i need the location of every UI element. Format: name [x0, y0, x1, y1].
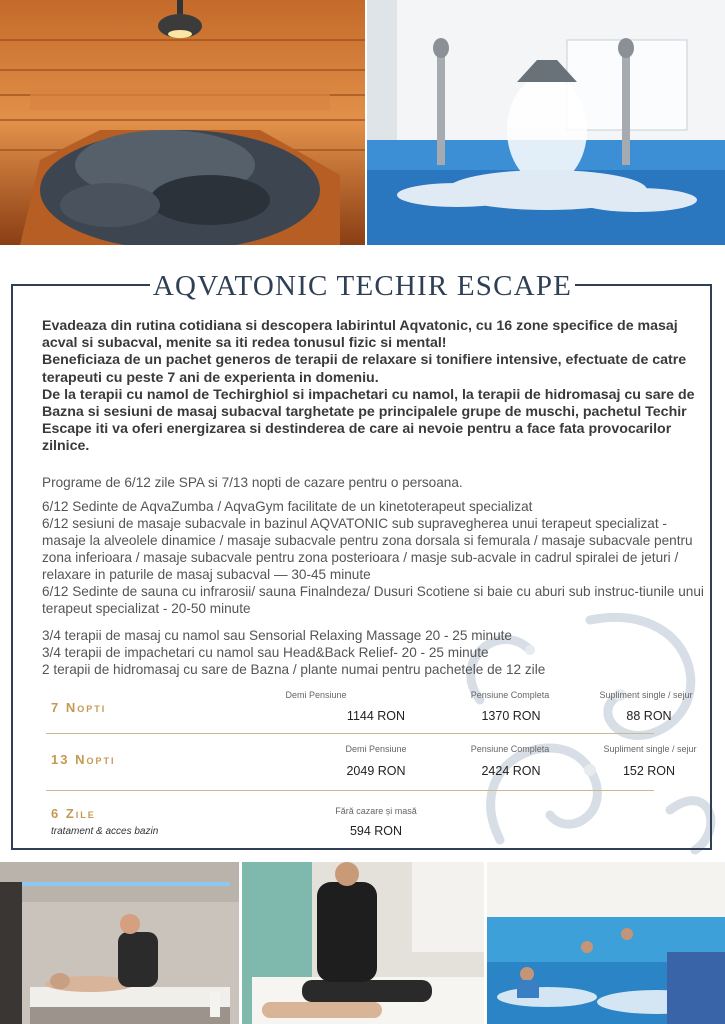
therapy-item: 3/4 terapii de masaj cu namol sau Sensorial Relaxing Massage 20 - 25 minute	[42, 628, 512, 643]
price-demi: 1144 RON	[346, 709, 406, 723]
price-demi: 2049 RON	[346, 764, 406, 778]
therapy-item: 2 terapii de hidromasaj cu sare de Bazna / plante numai pentru pachetele de 12 zile	[42, 662, 546, 677]
col-label-completa: Pensiune Completa	[470, 744, 550, 754]
price-completa: 2424 RON	[481, 764, 541, 778]
price-single: 88 RON	[626, 709, 672, 723]
row-divider	[46, 733, 654, 734]
therapies-list	[42, 627, 710, 678]
package-name: 7 Nopti	[51, 700, 107, 715]
programs-text: Programe de 6/12 zile SPA si 7/13 nopti de cazare pentru o persoana.	[42, 475, 463, 490]
price-single: 152 RON	[622, 764, 676, 778]
col-label-single: Supliment single / sejur	[599, 690, 693, 700]
package-name: 6 Zile	[51, 806, 96, 821]
aqua-gym-photo	[487, 862, 725, 1024]
package-name: 13 Nopti	[51, 752, 116, 767]
price-completa: 1370 RON	[481, 709, 541, 723]
service-item: 6/12 sesiuni de masaje subacvale in bazinul AQVATONIC sub supravegherea unui terapeut specializat - masaje la alveolele dinamice / masaje subacvale pentru zona dorsala si femurala / masaje subacvale pentru zona inferioara / masaje subacvale pentru zona posterioara / masje sub-acvale in cadrul spiralei de jeturi / relaxare in paturile de masaj subacval — 30-45 minute	[42, 516, 693, 582]
row-divider	[46, 790, 654, 791]
massage-room-photo	[0, 862, 239, 1024]
intro-paragraph: Evadeaza din rutina cotidiana si descopera labirintul Aqvatonic, cu 16 zone specifice de masaj acval si subacval, menite sa iti redea tonusul fizic si mental!	[42, 318, 678, 352]
col-label-demi: Demi Pensiune	[345, 744, 407, 754]
col-label-single: Supliment single / sejur	[603, 744, 697, 754]
sauna-photo	[0, 0, 365, 245]
therapy-item: 3/4 terapii de impachetari cu namol sau Head&Back Relief- 20 - 25 minute	[42, 645, 489, 660]
pricing-table	[46, 686, 700, 842]
col-label-completa: Pensiune Completa	[470, 690, 550, 700]
pool-fountain-photo	[367, 0, 725, 245]
price-bath-access: 594 RON	[349, 824, 403, 838]
package-subtitle: tratament & acces bazin	[51, 826, 159, 837]
programs-line	[42, 474, 710, 491]
services-list	[42, 498, 710, 617]
massage-therapist-photo	[242, 862, 484, 1024]
intro-paragraph: Beneficiaza de un pachet generos de terapii de relaxare si tonifiere intensive, efectuate de catre terapeuti cu peste 7 ani de experienta in domeniu.	[42, 352, 687, 386]
page-title: AQVATONIC TECHIR ESCAPE	[152, 270, 573, 302]
intro-text	[42, 318, 710, 456]
col-label-demi: Demi Pensiune	[285, 690, 347, 700]
intro-paragraph: De la terapii cu namol de Techirghiol si impachetari cu namol, la terapii de hidromasaj cu sare de Bazna si sesiuni de masaj subacval targhetate pe principalele grupe de muschi, pachetul Techir Escape iti va oferi energizarea si destinderea de care ai nevoie pentru a face fata provocarilor zilnice.	[42, 386, 695, 455]
service-item: 6/12 Sedinte de sauna cu infrarosii/ sauna Finalndeza/ Dusuri Scotiene si baie cu aburi sub instruc-tiunile unui terapeut specializat - 20-50 minute	[42, 584, 704, 616]
service-item: 6/12 Sedinte de AqvaZumba / AqvaGym facilitate de un kinetoterapeut specializat	[42, 499, 533, 514]
col-label-no-accommodation: Fără cazare și masă	[335, 806, 417, 816]
title-wrap	[150, 266, 575, 306]
